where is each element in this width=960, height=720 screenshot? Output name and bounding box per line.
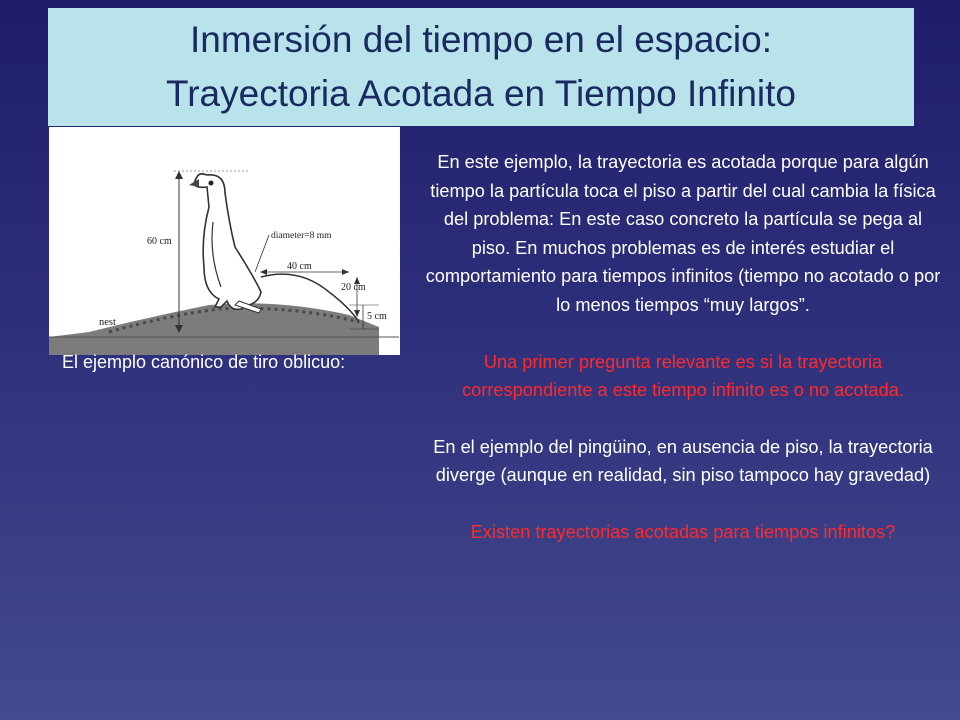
height-arrow-top [175, 171, 183, 179]
distance-label: 40 cm [287, 261, 312, 272]
penguin-body [195, 174, 261, 309]
paragraph-spacer [424, 320, 942, 348]
penguin-diagram-svg [49, 127, 400, 355]
slide-title-banner [48, 8, 914, 126]
diameter-leader [255, 235, 269, 272]
slide-title-line-2: Trayectoria Acotada en Tiempo Infinito [165, 73, 797, 114]
drop-label: 20 cm [341, 282, 366, 293]
description-paragraph-1: En este ejemplo, la trayectoria es acotada porque para algún tiempo la partícula toca el piso a partir del cual cambia la física del problema: En este caso concreto la partícula se pega al piso. En muchos problemas es de interés estudiar el comportamiento para tiempos infinitos (tiempo no acotado o por lo menos tiempos “muy largos”. [425, 152, 941, 315]
slide-title-line-1: Inmersión del tiempo en el espacio: [189, 19, 773, 60]
height-label: 60 cm [147, 236, 172, 247]
description-paragraph-2: En el ejemplo del pingüino, en ausencia de piso, la trayectoria diverge (aunque en realidad, sin piso tampoco hay gravedad) [433, 436, 933, 486]
description-question-2: Existen trayectorias acotadas para tiempos infinitos? [470, 521, 896, 542]
paragraph-spacer [424, 405, 942, 433]
distance-arrow-left [260, 269, 267, 275]
distance-arrow-right [342, 269, 349, 275]
penguin-eye [209, 181, 214, 186]
description-question-1: Una primer pregunta relevante es si la trayectoria correspondiente a este tiempo infinito es o no acotada. [462, 351, 904, 401]
figure-caption: El ejemplo canónico de tiro oblicuo: [62, 352, 346, 372]
paragraph-spacer [424, 490, 942, 518]
penguin-diagram [49, 127, 400, 355]
diameter-label: diameter=8 mm [271, 231, 332, 241]
nest-label: nest [99, 317, 116, 328]
penguin-beak [189, 179, 199, 187]
description-block [424, 148, 942, 547]
ground-label: 5 cm [367, 311, 387, 322]
